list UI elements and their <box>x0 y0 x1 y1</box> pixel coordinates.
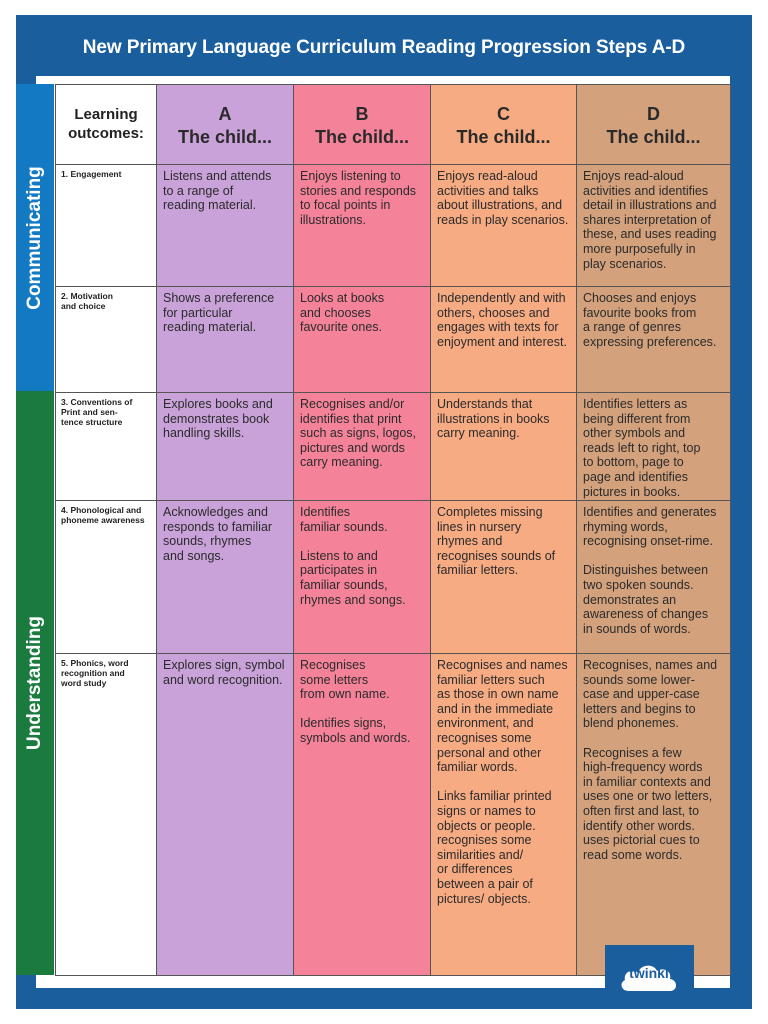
step-a-cell: Explores books and demonstrates book handling skills. <box>157 393 294 501</box>
outcome-label: 1. Engagement <box>56 165 157 287</box>
step-d-cell: Identifies letters as being different from other symbols and reads left to right, top to bottom, page to page and identifies pictures in books. <box>577 393 731 501</box>
twinkl-logo <box>605 945 694 1009</box>
outcome-label: 5. Phonics, word recognition and word study <box>56 654 157 976</box>
table-row <box>56 654 731 976</box>
step-a-cell: Listens and attends to a range of reading material. <box>157 165 294 287</box>
step-d-header <box>577 85 731 165</box>
table-row <box>56 165 731 287</box>
step-c-header <box>431 85 577 165</box>
step-b-header <box>294 85 431 165</box>
step-a-cell: Acknowledges and responds to familiar sounds, rhymes and songs. <box>157 501 294 654</box>
step-c-cell: Understands that illustrations in books carry meaning. <box>431 393 577 501</box>
step-a-header <box>157 85 294 165</box>
step-a-cell: Explores sign, symbol and word recognition. <box>157 654 294 976</box>
header-row <box>56 85 731 165</box>
section-label-understanding: Understanding <box>24 615 45 751</box>
outcome-label: 3. Conventions of Print and sen- tence structure <box>56 393 157 501</box>
step-b-cell: Enjoys listening to stories and responds to focal points in illustrations. <box>294 165 431 287</box>
step-c-cell: Recognises and names familiar letters such as those in own name and in the immediate environment, and recognises some personal and other familiar words. Links familiar printed signs or names to objects or people. recognises some similarities and/ or differences between a pair of pictures/ objects. <box>431 654 577 976</box>
step-c-cell: Independently and with others, chooses and engages with texts for enjoyment and interest. <box>431 287 577 393</box>
step-b-cell: Looks at books and chooses favourite ones. <box>294 287 431 393</box>
step-letter: D <box>647 104 660 124</box>
step-d-cell: Identifies and generates rhyming words, recognising onset-rime. Distinguishes between two spoken sounds. demonstrates an awareness of changes in sounds of words. <box>577 501 731 654</box>
table-row <box>56 287 731 393</box>
step-b-cell: Identifies familiar sounds. Listens to and participates in familiar sounds, rhymes and songs. <box>294 501 431 654</box>
step-c-cell: Enjoys read-aloud activities and talks about illustrations, and reads in play scenarios. <box>431 165 577 287</box>
outcome-label: 2. Motivation and choice <box>56 287 157 393</box>
step-d-cell: Recognises, names and sounds some lower- case and upper-case letters and begins to blend phonemes. Recognises a few high-frequency words in familiar contexts and uses one or two letters, often first and last, to identify other words. uses pictorial cues to read some words. <box>577 654 731 976</box>
section-communicating <box>16 84 54 391</box>
section-understanding <box>16 391 54 975</box>
section-label-communicating: Communicating <box>24 165 45 310</box>
logo-text: twinkl <box>629 965 669 981</box>
page-title: New Primary Language Curriculum Reading Progression Steps A-D <box>82 37 686 58</box>
step-label: The child... <box>177 127 272 147</box>
step-letter: B <box>355 104 369 124</box>
step-label: The child... <box>314 127 409 147</box>
progression-table <box>55 84 731 976</box>
learning-outcomes-header: Learning outcomes: <box>56 85 157 165</box>
table-row <box>56 393 731 501</box>
step-letter: A <box>218 104 232 124</box>
step-label: The child... <box>456 127 551 147</box>
step-letter: C <box>497 104 510 124</box>
outcome-label: 4. Phonological and phoneme awareness <box>56 501 157 654</box>
step-label: The child... <box>606 127 701 147</box>
step-c-cell: Completes missing lines in nursery rhymes and recognises sounds of familiar letters. <box>431 501 577 654</box>
step-d-cell: Chooses and enjoys favourite books from a range of genres expressing preferences. <box>577 287 731 393</box>
step-d-cell: Enjoys read-aloud activities and identifies detail in illustrations and shares interpretation of these, and uses reading more purposefully in play scenarios. <box>577 165 731 287</box>
step-a-cell: Shows a preference for particular reading material. <box>157 287 294 393</box>
table-row <box>56 501 731 654</box>
step-b-cell: Recognises and/or identifies that print such as signs, logos, pictures and words carry meaning. <box>294 393 431 501</box>
step-b-cell: Recognises some letters from own name. Identifies signs, symbols and words. <box>294 654 431 976</box>
